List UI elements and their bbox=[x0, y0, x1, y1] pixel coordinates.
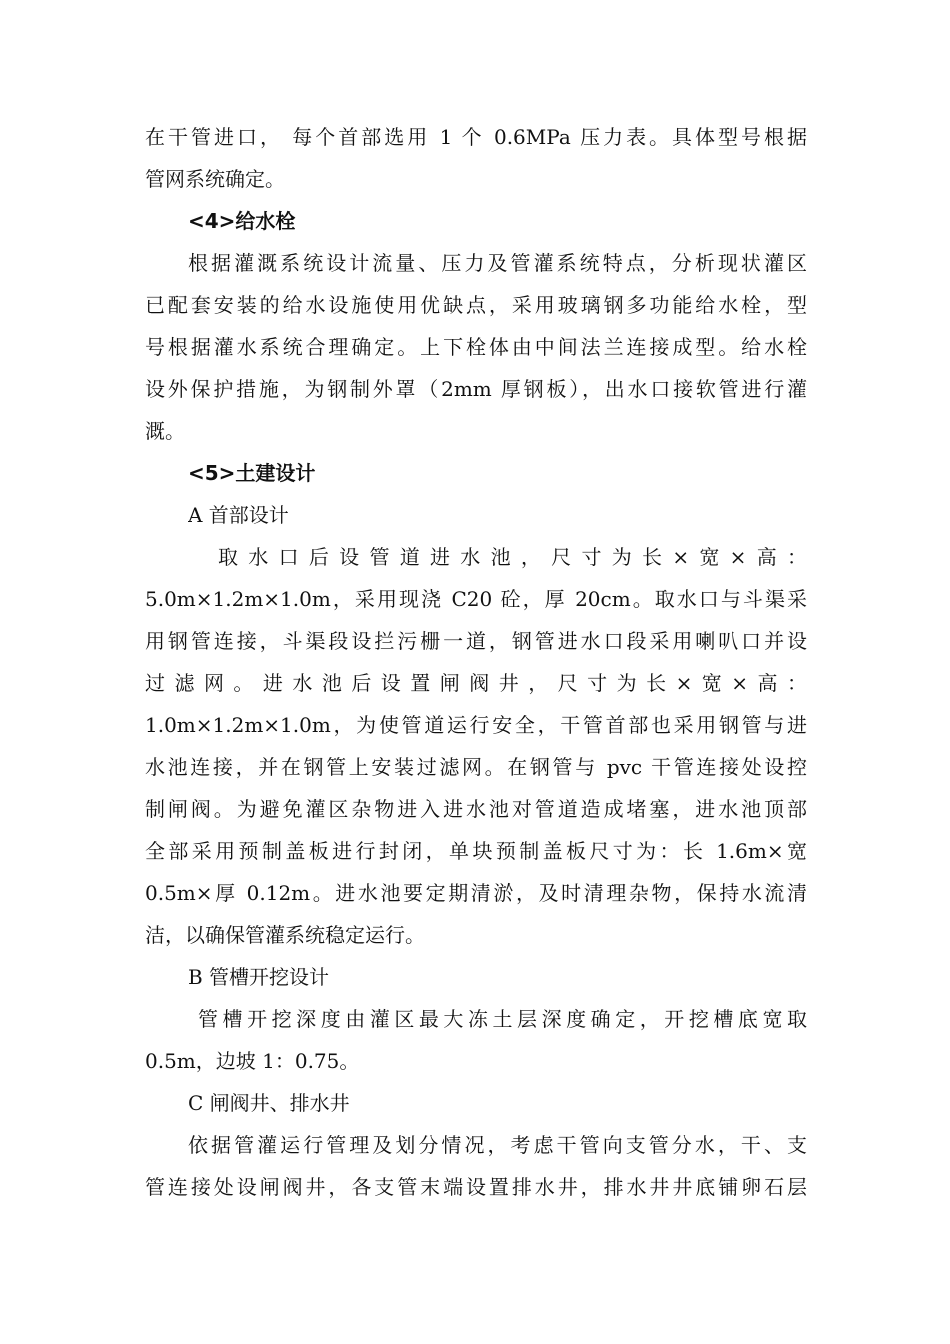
text-line: 制闸阀。为避免灌区杂物进入进水池对管道造成堵塞，进水池顶部 bbox=[145, 797, 807, 821]
subsection-heading: A 首部设计 bbox=[188, 503, 289, 527]
text-line: 管连接处设闸阀井，各支管末端设置排水井，排水井井底铺卵石层 bbox=[145, 1175, 807, 1199]
text-line: 已配套安装的给水设施使用优缺点，采用玻璃钢多功能给水栓，型 bbox=[145, 293, 807, 317]
text-line: 取水口后设管道进水池，尺寸为长×宽×高： bbox=[218, 545, 807, 569]
text-line: 管网系统确定。 bbox=[145, 167, 285, 191]
text-line: 水池连接，并在钢管上安装过滤网。在钢管与 pvc 干管连接处设控 bbox=[145, 755, 807, 779]
text-line: 全部采用预制盖板进行封闭，单块预制盖板尺寸为：长 1.6m×宽 bbox=[145, 839, 807, 863]
text-line: 0.5m，边坡 1：0.75。 bbox=[145, 1049, 360, 1073]
text-line: 过滤网。进水池后设置闸阀井，尺寸为长×宽×高： bbox=[145, 671, 807, 695]
text-line: 依据管灌运行管理及划分情况，考虑干管向支管分水，干、支 bbox=[188, 1133, 807, 1157]
text-line: 1.0m×1.2m×1.0m，为使管道运行安全，干管首部也采用钢管与进 bbox=[145, 713, 807, 737]
section-heading: <4>给水栓 bbox=[188, 209, 296, 233]
text-line: 5.0m×1.2m×1.0m，采用现浇 C20 砼，厚 20cm。取水口与斗渠采 bbox=[145, 587, 807, 611]
section-heading: <5>土建设计 bbox=[188, 461, 316, 485]
text-line: 用钢管连接，斗渠段设拦污栅一道，钢管进水口段采用喇叭口并设 bbox=[145, 629, 807, 653]
text-line: 溉。 bbox=[145, 419, 185, 443]
subsection-heading: B 管槽开挖设计 bbox=[188, 965, 330, 989]
subsection-heading: C 闸阀井、排水井 bbox=[188, 1091, 350, 1115]
text-line: 号根据灌水系统合理确定。上下栓体由中间法兰连接成型。给水栓 bbox=[145, 335, 807, 359]
text-line: 在干管进口， 每个首部选用 1 个 0.6MPa 压力表。具体型号根据 bbox=[145, 125, 807, 149]
text-line: 根据灌溉系统设计流量、压力及管灌系统特点，分析现状灌区 bbox=[188, 251, 807, 275]
text-line: 设外保护措施，为钢制外罩（2mm 厚钢板），出水口接软管进行灌 bbox=[145, 377, 807, 401]
text-line: 0.5m×厚 0.12m。进水池要定期清淤，及时清理杂物，保持水流清 bbox=[145, 881, 807, 905]
text-line: 洁，以确保管灌系统稳定运行。 bbox=[145, 923, 425, 947]
text-line: 管槽开挖深度由灌区最大冻土层深度确定，开挖槽底宽取 bbox=[198, 1007, 807, 1031]
